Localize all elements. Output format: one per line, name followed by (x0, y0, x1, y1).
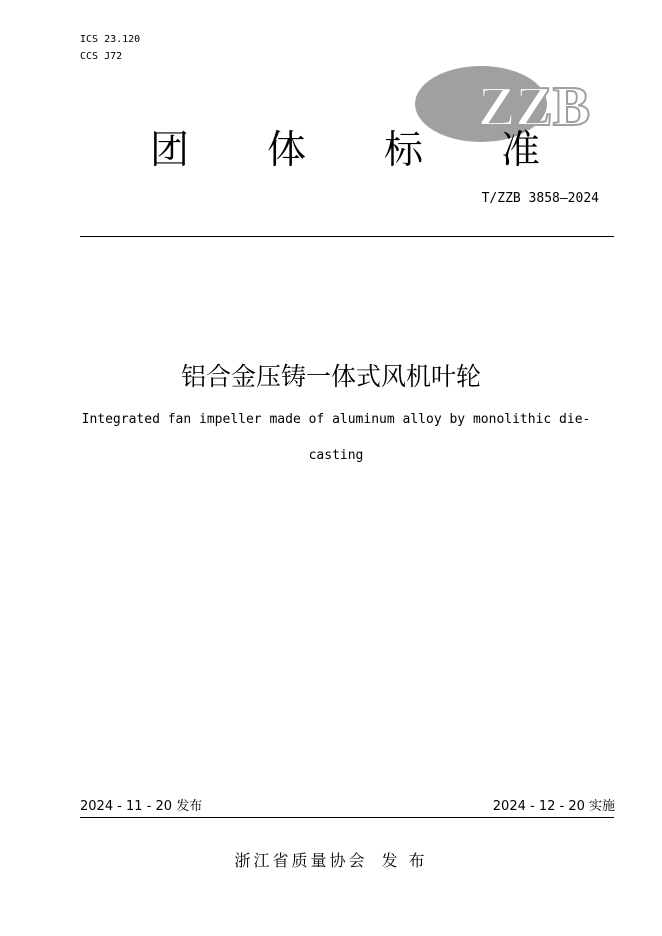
category-char-1: 团 (150, 128, 190, 173)
document-category (150, 126, 540, 176)
logo-text: ZZB (478, 76, 591, 138)
title-chinese: 铝合金压铸一体式风机叶轮 (180, 362, 481, 391)
standard-code: T/ZZB 3858—2024 (481, 191, 599, 206)
issue-date: 2024 - 11 - 20 发布 (80, 799, 203, 814)
header-divider (80, 236, 614, 237)
implementation-date: 2024 - 12 - 20 实施 (492, 799, 615, 814)
ics-code: ICS 23.120 (80, 34, 141, 45)
publisher-line (0, 851, 662, 871)
category-char-3: 标 (383, 128, 423, 173)
ccs-code: CCS J72 (80, 51, 123, 62)
publisher-name: 浙江省质量协会 (234, 851, 368, 870)
title-english-line-2: casting (308, 448, 364, 463)
category-char-2: 体 (266, 128, 306, 173)
footer-divider (80, 817, 614, 818)
publisher-action: 发 布 (381, 851, 428, 870)
category-char-4: 准 (500, 128, 540, 173)
title-english-line-1: Integrated fan impeller made of aluminum alloy by monolithic die- (81, 412, 591, 427)
